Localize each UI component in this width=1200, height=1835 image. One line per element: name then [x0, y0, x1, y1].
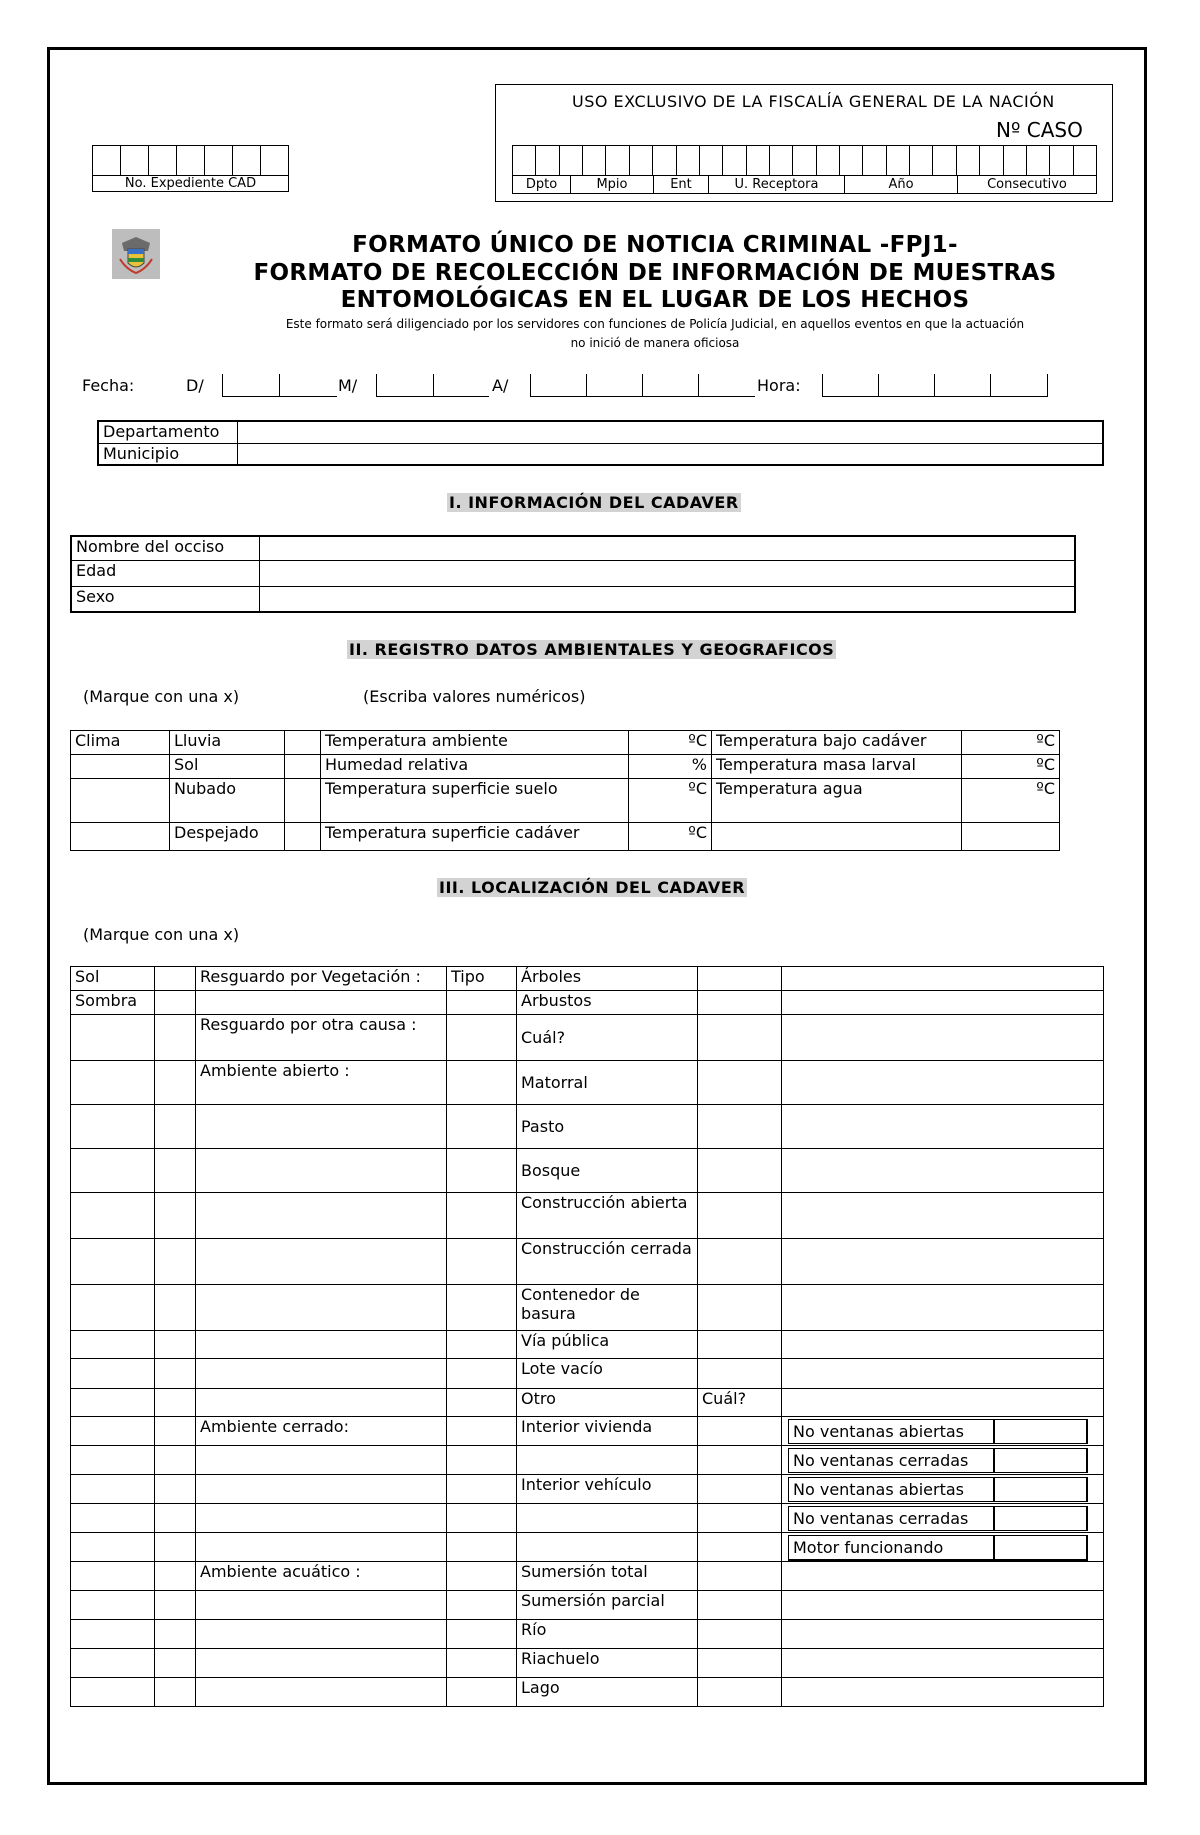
weather-despejado-check[interactable]	[285, 823, 321, 851]
exposure-cell	[71, 1649, 155, 1678]
exposure-cell	[71, 1562, 155, 1591]
category-cell	[196, 1475, 447, 1504]
window-option-check[interactable]	[995, 1478, 1086, 1501]
type-label: Lote vacío	[517, 1359, 698, 1389]
exposure-cell	[71, 1620, 155, 1649]
category-cell	[196, 1533, 447, 1562]
title-line-2: FORMATO DE RECOLECCIÓN DE INFORMACIÓN DE MUESTRAS	[253, 260, 1057, 286]
extra-cell	[782, 1149, 1104, 1193]
type-check[interactable]	[698, 1149, 782, 1193]
window-option-label: No ventanas abiertas	[789, 1420, 995, 1443]
expediente-cells[interactable]	[92, 145, 289, 176]
year-box-1[interactable]	[530, 374, 587, 397]
localization-row	[71, 1620, 1104, 1649]
localization-row	[71, 1285, 1104, 1331]
localization-row	[71, 1533, 1104, 1562]
window-option-label: Motor funcionando	[789, 1536, 995, 1559]
hora-label: Hora:	[757, 376, 801, 395]
exposure-check[interactable]	[155, 1193, 196, 1239]
tipo-check[interactable]	[447, 1475, 517, 1504]
type-check[interactable]	[698, 1649, 782, 1678]
extra-cell	[782, 991, 1104, 1015]
type-check[interactable]	[698, 991, 782, 1015]
year-box-3[interactable]	[642, 374, 699, 397]
case-field-receptora: U. Receptora	[709, 176, 845, 193]
case-number-label: Nº CASO	[996, 118, 1083, 142]
exposure-cell	[71, 1193, 155, 1239]
type-label: Matorral	[517, 1061, 698, 1105]
tipo-check[interactable]	[447, 1105, 517, 1149]
type-label: Interior vivienda	[517, 1417, 698, 1446]
type-label: Arbustos	[517, 991, 698, 1015]
exposure-check[interactable]	[155, 1446, 196, 1475]
tipo-check[interactable]	[447, 1193, 517, 1239]
type-check[interactable]	[698, 1475, 782, 1504]
type-label: Contenedor de basura	[517, 1285, 698, 1331]
category-label: Resguardo por Vegetación :	[196, 967, 447, 991]
type-label: Vía pública	[517, 1331, 698, 1359]
clima-label: Clima	[71, 731, 170, 755]
departamento-field[interactable]	[237, 421, 1103, 443]
exposure-check[interactable]	[155, 1417, 196, 1446]
window-option-label: No ventanas cerradas	[789, 1507, 995, 1530]
extra-cell	[782, 1239, 1104, 1285]
year-box-2[interactable]	[586, 374, 643, 397]
measure-temp-cadaver-value[interactable]: ºC	[629, 823, 712, 851]
exposure-check[interactable]	[155, 1620, 196, 1649]
title-line-3: ENTOMOLÓGICAS EN EL LUGAR DE LOS HECHOS	[340, 287, 970, 313]
type-check[interactable]	[698, 1015, 782, 1061]
extra-cell	[782, 1562, 1104, 1591]
exposure-check[interactable]	[155, 1504, 196, 1533]
tipo-label: Tipo	[447, 967, 517, 991]
type-label: Otro	[517, 1389, 698, 1417]
weather-nubado: Nubado	[170, 779, 285, 823]
exposure-check[interactable]	[155, 1331, 196, 1359]
exposure-cell	[71, 1061, 155, 1105]
expediente-label: No. Expediente CAD	[92, 175, 289, 192]
exclusive-use-label: USO EXCLUSIVO DE LA FISCALÍA GENERAL DE LA NACIÓN	[572, 92, 1055, 111]
extra-cell	[782, 1285, 1104, 1331]
exposure-check[interactable]	[155, 1475, 196, 1504]
window-option-label: No ventanas cerradas	[789, 1449, 995, 1472]
tipo-check[interactable]	[447, 1504, 517, 1533]
exposure-check[interactable]	[155, 1562, 196, 1591]
section-3-mark-hint: (Marque con una x)	[83, 925, 240, 944]
window-option-check[interactable]	[995, 1507, 1086, 1530]
category-cell	[196, 1359, 447, 1389]
exposure-cell	[71, 1533, 155, 1562]
weather-lluvia-check[interactable]	[285, 731, 321, 755]
extra-cell	[782, 1504, 1104, 1533]
category-cell	[196, 1591, 447, 1620]
measure-temp-agua-value[interactable]: ºC	[962, 779, 1060, 823]
extra-cell	[782, 1105, 1104, 1149]
measure-temp-suelo: Temperatura superficie suelo	[321, 779, 629, 823]
extra-cell	[782, 1446, 1104, 1475]
exposure-check[interactable]	[155, 1015, 196, 1061]
type-check[interactable]	[698, 1239, 782, 1285]
environment-table	[70, 730, 1060, 851]
type-check[interactable]	[698, 1678, 782, 1707]
section-2-title: II. REGISTRO DATOS AMBIENTALES Y GEOGRAFICOS	[349, 640, 835, 659]
tipo-check[interactable]	[447, 1285, 517, 1331]
category-cell	[196, 1285, 447, 1331]
exposure-cell	[71, 1105, 155, 1149]
type-label: Árboles	[517, 967, 698, 991]
month-box-2[interactable]	[433, 374, 489, 397]
extra-cell	[782, 1389, 1104, 1417]
exposure-cell	[71, 1331, 155, 1359]
measure-temp-bajo-cadaver: Temperatura bajo cadáver	[712, 731, 962, 755]
category-cell	[196, 991, 447, 1015]
measure-blank-value	[962, 823, 1060, 851]
exposure-check[interactable]	[155, 1239, 196, 1285]
tipo-check[interactable]	[447, 1149, 517, 1193]
clima-blank-3	[71, 823, 170, 851]
type-check[interactable]	[698, 1562, 782, 1591]
measure-temp-bajo-cadaver-value[interactable]: ºC	[962, 731, 1060, 755]
tipo-check[interactable]	[447, 1331, 517, 1359]
localization-row	[71, 1446, 1104, 1475]
municipio-label: Municipio	[98, 443, 237, 465]
type-label: Río	[517, 1620, 698, 1649]
month-label: M/	[338, 376, 358, 395]
tipo-check[interactable]	[447, 1061, 517, 1105]
clima-blank-1	[71, 755, 170, 779]
day-box-1[interactable]	[222, 374, 280, 397]
exposure-cell	[71, 1475, 155, 1504]
localization-row	[71, 1015, 1104, 1061]
exposure-check[interactable]	[155, 1105, 196, 1149]
edad-label: Edad	[71, 560, 259, 586]
exposure-check[interactable]	[155, 991, 196, 1015]
year-label: A/	[492, 376, 509, 395]
extra-cell	[782, 1417, 1104, 1446]
tipo-check[interactable]	[447, 1417, 517, 1446]
tipo-check[interactable]	[447, 991, 517, 1015]
localization-row	[71, 1149, 1104, 1193]
localization-row	[71, 1061, 1104, 1105]
category-label: Resguardo por otra causa :	[196, 1015, 447, 1061]
sexo-label: Sexo	[71, 586, 259, 612]
type-label: Cuál?	[517, 1015, 698, 1061]
measure-temp-suelo-value[interactable]: ºC	[629, 779, 712, 823]
exposure-cell	[71, 1239, 155, 1285]
tipo-check[interactable]	[447, 1562, 517, 1591]
localization-row	[71, 1389, 1104, 1417]
category-cell	[196, 1620, 447, 1649]
otro-cual-label: Cuál?	[698, 1389, 782, 1417]
localization-row	[71, 1239, 1104, 1285]
tipo-check[interactable]	[447, 1359, 517, 1389]
sombra-label: Sombra	[71, 991, 155, 1015]
localization-row	[71, 1193, 1104, 1239]
category-cell	[196, 1389, 447, 1417]
case-fields-row	[512, 175, 1097, 194]
weather-sol-check[interactable]	[285, 755, 321, 779]
exposure-cell	[71, 1417, 155, 1446]
type-check[interactable]	[698, 1417, 782, 1446]
category-label: Ambiente cerrado:	[196, 1417, 447, 1446]
localization-row	[71, 1105, 1104, 1149]
window-option-check[interactable]	[995, 1449, 1086, 1472]
exposure-check[interactable]	[155, 1591, 196, 1620]
window-option-check[interactable]	[995, 1536, 1086, 1559]
type-label: Pasto	[517, 1105, 698, 1149]
measure-temp-ambiente: Temperatura ambiente	[321, 731, 629, 755]
exposure-cell	[71, 1149, 155, 1193]
category-label: Ambiente abierto :	[196, 1061, 447, 1105]
clima-blank-2	[71, 779, 170, 823]
type-label: Interior vehículo	[517, 1475, 698, 1504]
tipo-check[interactable]	[447, 1620, 517, 1649]
extra-cell	[782, 1015, 1104, 1061]
section-1-title: I. INFORMACIÓN DEL CADAVER	[449, 493, 739, 512]
exposure-cell	[71, 1446, 155, 1475]
type-check[interactable]	[698, 1446, 782, 1475]
exposure-cell	[71, 1285, 155, 1331]
exposure-check[interactable]	[155, 1149, 196, 1193]
hour-box-1[interactable]	[822, 374, 879, 397]
case-field-mpio: Mpio	[571, 176, 654, 193]
type-label: Construcción abierta	[517, 1193, 698, 1239]
exposure-check[interactable]	[155, 1061, 196, 1105]
type-check[interactable]	[698, 1533, 782, 1562]
type-check[interactable]	[698, 1105, 782, 1149]
measure-temp-masa-larval-value[interactable]: ºC	[962, 755, 1060, 779]
type-label: Sumersión total	[517, 1562, 698, 1591]
extra-cell	[782, 1649, 1104, 1678]
type-check[interactable]	[698, 1061, 782, 1105]
localization-row	[71, 1649, 1104, 1678]
tipo-check[interactable]	[447, 1389, 517, 1417]
tipo-check[interactable]	[447, 1533, 517, 1562]
exposure-check[interactable]	[155, 1285, 196, 1331]
exposure-check[interactable]	[155, 1389, 196, 1417]
exposure-check[interactable]	[155, 1359, 196, 1389]
type-check[interactable]	[698, 967, 782, 991]
category-cell	[196, 1149, 447, 1193]
localization-row	[71, 1417, 1104, 1446]
case-field-dpto: Dpto	[513, 176, 571, 193]
exposure-cell	[71, 1359, 155, 1389]
case-number-cells[interactable]	[512, 145, 1097, 176]
case-field-consecutivo: Consecutivo	[987, 177, 1067, 192]
window-option	[788, 1535, 1088, 1561]
day-box-2[interactable]	[279, 374, 337, 397]
section-3-title: III. LOCALIZACIÓN DEL CADAVER	[439, 878, 746, 897]
exposure-check[interactable]	[155, 1649, 196, 1678]
localization-row	[71, 1331, 1104, 1359]
measure-humedad-value[interactable]: %	[629, 755, 712, 779]
type-label	[517, 1504, 698, 1533]
exposure-cell	[71, 1389, 155, 1417]
minute-box-2[interactable]	[990, 374, 1048, 397]
window-option	[788, 1419, 1088, 1444]
type-check[interactable]	[698, 1504, 782, 1533]
localization-row	[71, 991, 1104, 1015]
exposure-check[interactable]	[155, 967, 196, 991]
type-label: Riachuelo	[517, 1649, 698, 1678]
weather-despejado: Despejado	[170, 823, 285, 851]
case-field-ano: Año	[845, 176, 958, 193]
exposure-cell	[71, 1591, 155, 1620]
type-label	[517, 1533, 698, 1562]
window-option-check[interactable]	[995, 1420, 1086, 1443]
measure-temp-cadaver: Temperatura superficie cadáver	[321, 823, 629, 851]
category-cell	[196, 1239, 447, 1285]
exposure-check[interactable]	[155, 1533, 196, 1562]
tipo-check[interactable]	[447, 1678, 517, 1707]
tipo-check[interactable]	[447, 1649, 517, 1678]
sol-label: Sol	[71, 967, 155, 991]
measure-temp-agua: Temperatura agua	[712, 779, 962, 823]
category-label: Ambiente acuático :	[196, 1562, 447, 1591]
title-line-1: FORMATO ÚNICO DE NOTICIA CRIMINAL -FPJ1-	[352, 232, 958, 258]
category-cell	[196, 1649, 447, 1678]
localization-row	[71, 1562, 1104, 1591]
category-cell	[196, 1678, 447, 1707]
type-label: Bosque	[517, 1149, 698, 1193]
type-check[interactable]	[698, 1285, 782, 1331]
extra-cell	[782, 1533, 1104, 1562]
extra-cell	[782, 1359, 1104, 1389]
extra-cell	[782, 1193, 1104, 1239]
measure-blank	[712, 823, 962, 851]
window-option	[788, 1448, 1088, 1473]
weather-lluvia: Lluvia	[170, 731, 285, 755]
extra-cell	[782, 1331, 1104, 1359]
localization-row	[71, 1359, 1104, 1389]
localization-row	[71, 1475, 1104, 1504]
extra-cell	[782, 1591, 1104, 1620]
tipo-check[interactable]	[447, 1446, 517, 1475]
nombre-label: Nombre del occiso	[71, 536, 259, 560]
category-cell	[196, 1504, 447, 1533]
type-label: Construcción cerrada	[517, 1239, 698, 1285]
nombre-field[interactable]	[259, 536, 1075, 560]
departamento-label: Departamento	[98, 421, 237, 443]
type-label	[517, 1446, 698, 1475]
measure-temp-masa-larval: Temperatura masa larval	[712, 755, 962, 779]
extra-cell	[782, 967, 1104, 991]
category-cell	[196, 1331, 447, 1359]
note-line-1: Este formato será diligenciado por los servidores con funciones de Policía Judicial, en aquellos eventos en que la actuación	[285, 317, 1025, 331]
case-field-ent: Ent	[654, 176, 709, 193]
extra-cell	[782, 1620, 1104, 1649]
sexo-field[interactable]	[259, 586, 1075, 612]
year-box-4[interactable]	[698, 374, 755, 397]
location-table	[97, 420, 1104, 466]
measure-humedad: Humedad relativa	[321, 755, 629, 779]
minute-box-1[interactable]	[934, 374, 991, 397]
exposure-cell	[71, 1504, 155, 1533]
weather-sol: Sol	[170, 755, 285, 779]
municipio-field[interactable]	[237, 443, 1103, 465]
fecha-label: Fecha:	[82, 376, 135, 395]
hour-box-2[interactable]	[878, 374, 935, 397]
type-check[interactable]	[698, 1620, 782, 1649]
extra-cell	[782, 1475, 1104, 1504]
weather-nubado-check[interactable]	[285, 779, 321, 823]
edad-field[interactable]	[259, 560, 1075, 586]
measure-temp-ambiente-value[interactable]: ºC	[629, 731, 712, 755]
day-label: D/	[186, 376, 204, 395]
category-cell	[196, 1446, 447, 1475]
type-check[interactable]	[698, 1591, 782, 1620]
localization-table	[70, 966, 1104, 1707]
localization-row	[71, 967, 1104, 991]
type-label: Lago	[517, 1678, 698, 1707]
note-line-2: no inició de manera oficiosa	[570, 336, 740, 350]
category-cell	[196, 1193, 447, 1239]
category-cell	[196, 1105, 447, 1149]
window-option	[788, 1506, 1088, 1531]
type-check[interactable]	[698, 1331, 782, 1359]
exposure-check[interactable]	[155, 1678, 196, 1707]
tipo-check[interactable]	[447, 1591, 517, 1620]
type-label: Sumersión parcial	[517, 1591, 698, 1620]
localization-row	[71, 1591, 1104, 1620]
type-check[interactable]	[698, 1193, 782, 1239]
extra-cell	[782, 1061, 1104, 1105]
localization-row	[71, 1678, 1104, 1707]
window-option-label: No ventanas abiertas	[789, 1478, 995, 1501]
section-2-mark-hint: (Marque con una x)	[83, 687, 240, 706]
type-check[interactable]	[698, 1359, 782, 1389]
tipo-check[interactable]	[447, 1239, 517, 1285]
extra-cell	[782, 1678, 1104, 1707]
section-2-numeric-hint: (Escriba valores numéricos)	[363, 687, 586, 706]
month-box-1[interactable]	[376, 374, 434, 397]
exposure-cell	[71, 1678, 155, 1707]
exposure-cell	[71, 1015, 155, 1061]
tipo-check[interactable]	[447, 1015, 517, 1061]
cadaver-info-table	[70, 535, 1076, 613]
window-option	[788, 1477, 1088, 1502]
localization-row	[71, 1504, 1104, 1533]
